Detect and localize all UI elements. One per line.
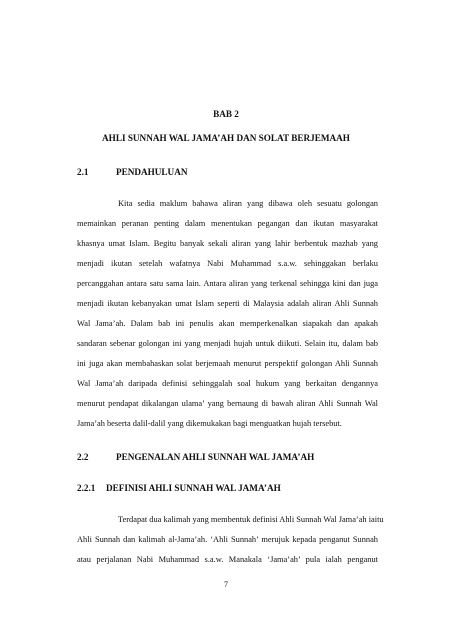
paragraph-line: percanggahan antara satu sama lain. Antara aliran yang terkenal sehingga kini dan juga	[77, 279, 378, 288]
paragraph-line: Wal Jama’ah. Dalam bab ini penulis akan memperkenalkan siapakah dan apakah	[77, 319, 378, 328]
section-number: 2.2.1	[77, 483, 96, 493]
paragraph-line: menjadi ikutan kebanyakan umat Islam seperti di Malaysia adalah aliran Ahli Sunnah	[77, 299, 378, 308]
section-title: PENDAHULUAN	[116, 167, 188, 177]
section-title: DEFINISI AHLI SUNNAH WAL JAMA’AH	[106, 483, 281, 493]
section-number: 2.1	[77, 167, 89, 177]
paragraph-line: menurut pendapat dikalangan ulama’ yang bernaung di bawah aliran Ahli Sunnah Wal	[77, 399, 378, 408]
paragraph-line: Wal Jama’ah daripada definisi sehinggalah soal hukum yang berkaitan dengannya	[77, 379, 378, 388]
paragraph-line: Kita sedia maklum bahawa aliran yang dibawa oleh sesuatu golongan	[118, 199, 378, 208]
paragraph-line: ini juga akan membahaskan solat berjemaah menurut perspektif golongan Ahli Sunnah	[77, 359, 378, 368]
paragraph-line: Ahli Sunnah dan kalimah al-Jama’ah. ‘Ahli Sunnah’ merujuk kepada penganut Sunnah	[77, 535, 378, 544]
paragraph-line: khasnya umat Islam. Begitu banyak sekali aliran yang lahir berbentuk mazhab yang	[77, 239, 378, 248]
paragraph-line: Jama’ah beserta dalil-dalil yang dikemukakan bagi menguatkan hujah tersebut.	[77, 419, 342, 428]
section-number: 2.2	[77, 452, 89, 462]
chapter-number: BAB 2	[213, 109, 239, 119]
paragraph-line: memainkan peranan penting dalam menentukan pegangan dan ikutan masyarakat	[77, 219, 378, 228]
paragraph-line: Terdapat dua kalimah yang membentuk definisi Ahli Sunnah Wal Jama’ah iaitu	[118, 515, 384, 524]
page-number: 7	[223, 580, 229, 589]
paragraph-line: atau perjalanan Nabi Muhammad s.a.w. Manakala ‘Jama’ah’ pula ialah penganut	[77, 555, 378, 564]
paragraph-line: sandaran sebenar golongan ini yang menjadi hujah untuk diikuti. Selain itu, dalam bab	[77, 339, 378, 348]
paragraph-line: menjadi ikutan setelah wafatnya Nabi Muhammad s.a.w. sehinggakan berlaku	[77, 259, 378, 268]
chapter-title: AHLI SUNNAH WAL JAMA’AH DAN SOLAT BERJEMAAH	[102, 133, 350, 143]
section-title: PENGENALAN AHLI SUNNAH WAL JAMA’AH	[116, 452, 315, 462]
